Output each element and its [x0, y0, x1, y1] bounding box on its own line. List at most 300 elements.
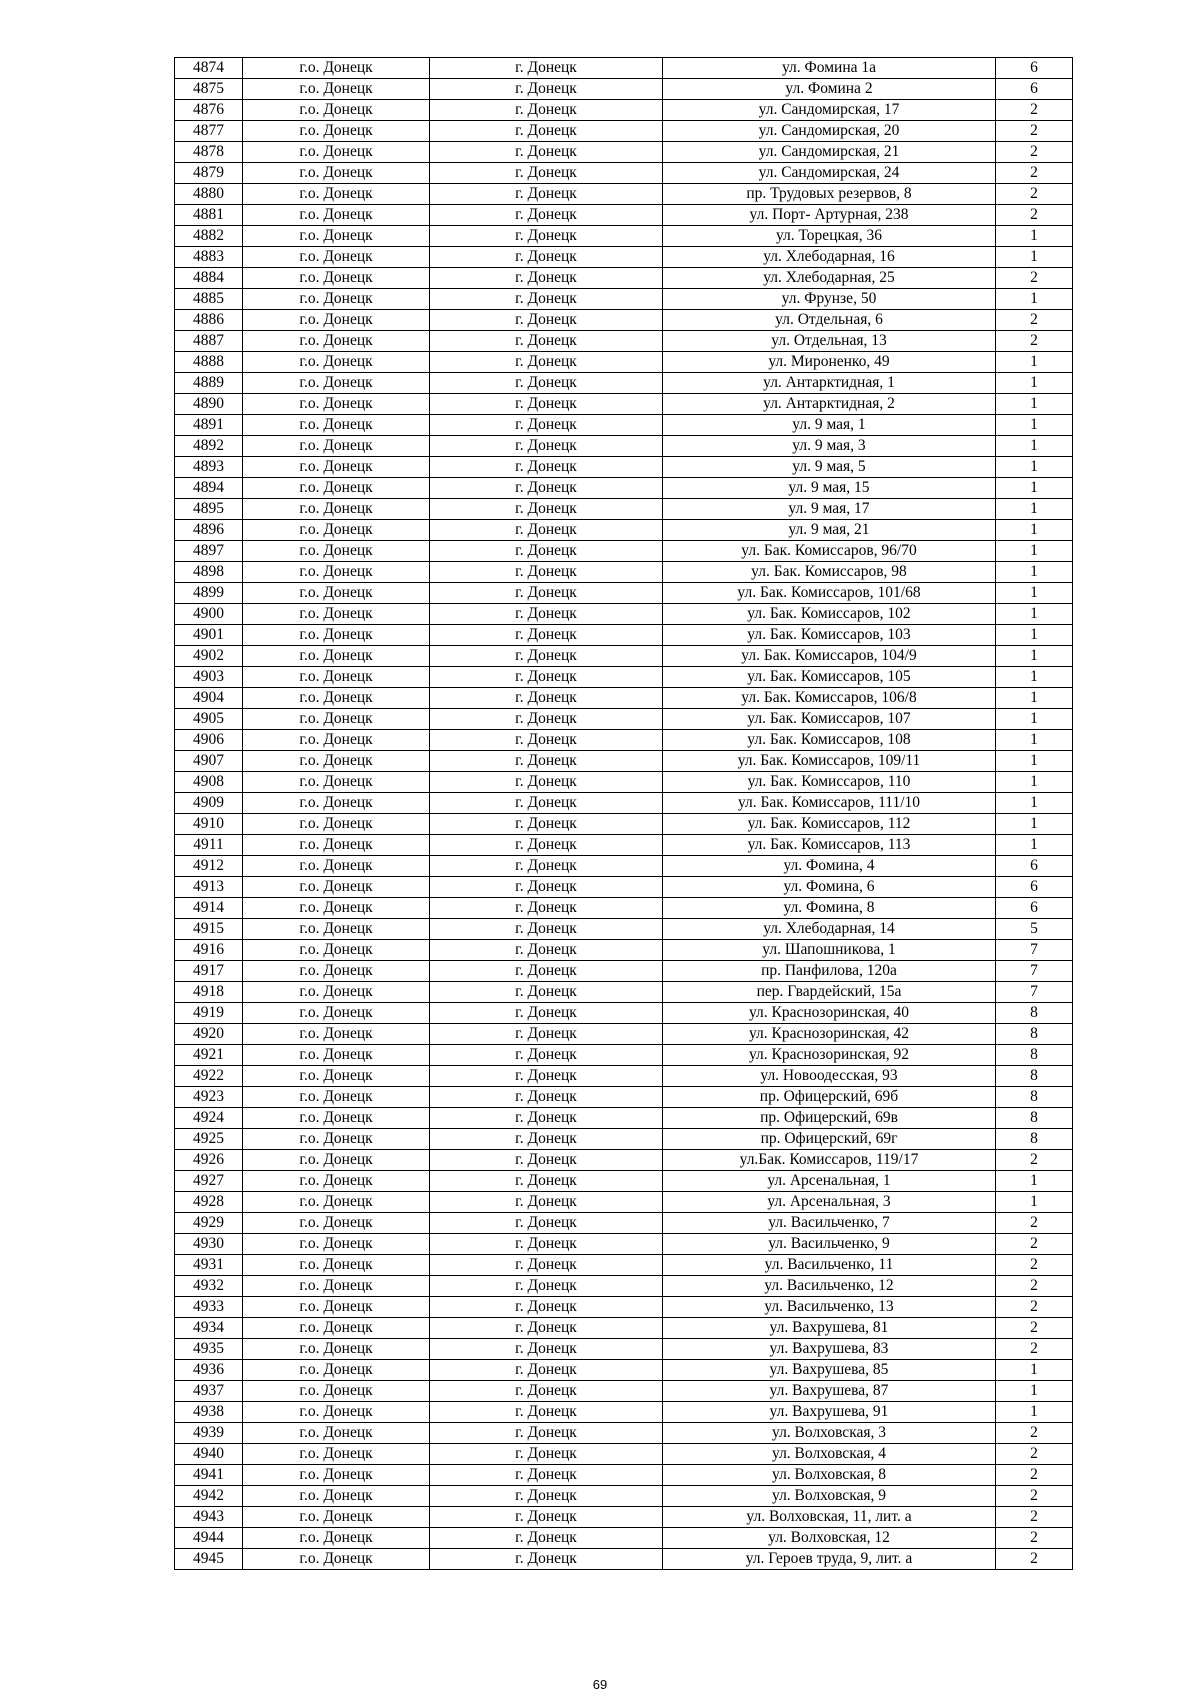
- row-number-cell: 4895: [175, 499, 243, 520]
- row-number-cell: 4884: [175, 268, 243, 289]
- district-cell: г.о. Донецк: [243, 163, 430, 184]
- city-cell: г. Донецк: [430, 1465, 663, 1486]
- district-cell: г.о. Донецк: [243, 1192, 430, 1213]
- city-cell: г. Донецк: [430, 982, 663, 1003]
- row-number-cell: 4898: [175, 562, 243, 583]
- row-number-cell: 4909: [175, 793, 243, 814]
- count-cell: 2: [996, 1507, 1073, 1528]
- table-row: [175, 1318, 1073, 1339]
- district-cell: г.о. Донецк: [243, 814, 430, 835]
- count-cell: 6: [996, 79, 1073, 100]
- table-row: [175, 646, 1073, 667]
- city-cell: г. Донецк: [430, 100, 663, 121]
- district-cell: г.о. Донецк: [243, 877, 430, 898]
- district-cell: г.о. Донецк: [243, 1255, 430, 1276]
- district-cell: г.о. Донецк: [243, 940, 430, 961]
- address-cell: ул. Бак. Комиссаров, 102: [663, 604, 996, 625]
- table-row: [175, 415, 1073, 436]
- table-row: [175, 562, 1073, 583]
- city-cell: г. Донецк: [430, 1150, 663, 1171]
- row-number-cell: 4935: [175, 1339, 243, 1360]
- city-cell: г. Донецк: [430, 688, 663, 709]
- row-number-cell: 4921: [175, 1045, 243, 1066]
- count-cell: 1: [996, 793, 1073, 814]
- count-cell: 6: [996, 856, 1073, 877]
- address-cell: ул. Порт- Артурная, 238: [663, 205, 996, 226]
- address-cell: ул. Бак. Комиссаров, 112: [663, 814, 996, 835]
- address-cell: ул. Героев труда, 9, лит. а: [663, 1549, 996, 1570]
- address-cell: ул. 9 мая, 15: [663, 478, 996, 499]
- city-cell: г. Донецк: [430, 79, 663, 100]
- district-cell: г.о. Донецк: [243, 646, 430, 667]
- city-cell: г. Донецк: [430, 205, 663, 226]
- city-cell: г. Донецк: [430, 877, 663, 898]
- table-row: [175, 1003, 1073, 1024]
- district-cell: г.о. Донецк: [243, 121, 430, 142]
- row-number-cell: 4908: [175, 772, 243, 793]
- count-cell: 2: [996, 1297, 1073, 1318]
- count-cell: 7: [996, 982, 1073, 1003]
- row-number-cell: 4918: [175, 982, 243, 1003]
- district-cell: г.о. Донецк: [243, 688, 430, 709]
- table-row: [175, 1486, 1073, 1507]
- table-row: [175, 1339, 1073, 1360]
- district-cell: г.о. Донецк: [243, 1381, 430, 1402]
- table-row: [175, 1108, 1073, 1129]
- city-cell: г. Донецк: [430, 1255, 663, 1276]
- table-row: [175, 247, 1073, 268]
- address-cell: ул. Васильченко, 9: [663, 1234, 996, 1255]
- row-number-cell: 4941: [175, 1465, 243, 1486]
- row-number-cell: 4876: [175, 100, 243, 121]
- address-cell: ул. Вахрушева, 85: [663, 1360, 996, 1381]
- table-row: [175, 457, 1073, 478]
- count-cell: 2: [996, 1549, 1073, 1570]
- count-cell: 1: [996, 835, 1073, 856]
- address-cell: ул. Краснозоринская, 42: [663, 1024, 996, 1045]
- district-cell: г.о. Донецк: [243, 856, 430, 877]
- table-row: [175, 520, 1073, 541]
- address-cell: ул. Бак. Комиссаров, 106/8: [663, 688, 996, 709]
- table-row: [175, 184, 1073, 205]
- row-number-cell: 4915: [175, 919, 243, 940]
- address-cell: ул. Бак. Комиссаров, 107: [663, 709, 996, 730]
- district-cell: г.о. Донецк: [243, 1129, 430, 1150]
- city-cell: г. Донецк: [430, 142, 663, 163]
- table-row: [175, 1423, 1073, 1444]
- row-number-cell: 4877: [175, 121, 243, 142]
- district-cell: г.о. Донецк: [243, 205, 430, 226]
- address-cell: ул. Фомина 1а: [663, 58, 996, 79]
- district-cell: г.о. Донецк: [243, 982, 430, 1003]
- table-row: [175, 1045, 1073, 1066]
- count-cell: 2: [996, 1150, 1073, 1171]
- district-cell: г.о. Донецк: [243, 142, 430, 163]
- city-cell: г. Донецк: [430, 709, 663, 730]
- row-number-cell: 4929: [175, 1213, 243, 1234]
- address-cell: ул. Арсенальная, 3: [663, 1192, 996, 1213]
- city-cell: г. Донецк: [430, 247, 663, 268]
- address-cell: ул. Фомина, 8: [663, 898, 996, 919]
- table-row: [175, 394, 1073, 415]
- district-cell: г.о. Донецк: [243, 79, 430, 100]
- city-cell: г. Донецк: [430, 856, 663, 877]
- row-number-cell: 4904: [175, 688, 243, 709]
- table-row: [175, 499, 1073, 520]
- count-cell: 6: [996, 877, 1073, 898]
- district-cell: г.о. Донецк: [243, 268, 430, 289]
- city-cell: г. Донецк: [430, 121, 663, 142]
- address-cell: ул. 9 мая, 1: [663, 415, 996, 436]
- city-cell: г. Донецк: [430, 793, 663, 814]
- address-cell: ул. Васильченко, 13: [663, 1297, 996, 1318]
- table-row: [175, 1549, 1073, 1570]
- address-cell: ул. Сандомирская, 21: [663, 142, 996, 163]
- table-row: [175, 310, 1073, 331]
- district-cell: г.о. Донецк: [243, 793, 430, 814]
- table-row: [175, 793, 1073, 814]
- row-number-cell: 4937: [175, 1381, 243, 1402]
- district-cell: г.о. Донецк: [243, 583, 430, 604]
- city-cell: г. Донецк: [430, 898, 663, 919]
- count-cell: 2: [996, 1528, 1073, 1549]
- address-cell: ул. Вахрушева, 81: [663, 1318, 996, 1339]
- city-cell: г. Донецк: [430, 1528, 663, 1549]
- district-cell: г.о. Донецк: [243, 394, 430, 415]
- city-cell: г. Донецк: [430, 772, 663, 793]
- address-cell: ул. Шапошникова, 1: [663, 940, 996, 961]
- address-cell: ул. Бак. Комиссаров, 113: [663, 835, 996, 856]
- address-cell: ул. Хлебодарная, 16: [663, 247, 996, 268]
- row-number-cell: 4912: [175, 856, 243, 877]
- district-cell: г.о. Донецк: [243, 1465, 430, 1486]
- city-cell: г. Донецк: [430, 604, 663, 625]
- row-number-cell: 4939: [175, 1423, 243, 1444]
- district-cell: г.о. Донецк: [243, 58, 430, 79]
- count-cell: 1: [996, 352, 1073, 373]
- district-cell: г.о. Донецк: [243, 1087, 430, 1108]
- row-number-cell: 4928: [175, 1192, 243, 1213]
- city-cell: г. Донецк: [430, 268, 663, 289]
- city-cell: г. Донецк: [430, 499, 663, 520]
- city-cell: г. Донецк: [430, 394, 663, 415]
- city-cell: г. Донецк: [430, 415, 663, 436]
- address-cell: ул. Васильченко, 7: [663, 1213, 996, 1234]
- address-cell: ул. Арсенальная, 1: [663, 1171, 996, 1192]
- count-cell: 1: [996, 1402, 1073, 1423]
- table-row: [175, 1507, 1073, 1528]
- count-cell: 2: [996, 1423, 1073, 1444]
- row-number-cell: 4911: [175, 835, 243, 856]
- city-cell: г. Донецк: [430, 184, 663, 205]
- city-cell: г. Донецк: [430, 919, 663, 940]
- district-cell: г.о. Донецк: [243, 898, 430, 919]
- district-cell: г.о. Донецк: [243, 1339, 430, 1360]
- count-cell: 1: [996, 1360, 1073, 1381]
- count-cell: 8: [996, 1024, 1073, 1045]
- district-cell: г.о. Донецк: [243, 1150, 430, 1171]
- address-cell: ул. Бак. Комиссаров, 104/9: [663, 646, 996, 667]
- city-cell: г. Донецк: [430, 520, 663, 541]
- count-cell: 1: [996, 814, 1073, 835]
- city-cell: г. Донецк: [430, 289, 663, 310]
- table-row: [175, 1150, 1073, 1171]
- row-number-cell: 4882: [175, 226, 243, 247]
- table-row: [175, 730, 1073, 751]
- row-number-cell: 4942: [175, 1486, 243, 1507]
- table-row: [175, 1129, 1073, 1150]
- row-number-cell: 4938: [175, 1402, 243, 1423]
- count-cell: 1: [996, 1192, 1073, 1213]
- table-row: [175, 1087, 1073, 1108]
- district-cell: г.о. Донецк: [243, 835, 430, 856]
- row-number-cell: 4930: [175, 1234, 243, 1255]
- row-number-cell: 4888: [175, 352, 243, 373]
- count-cell: 1: [996, 667, 1073, 688]
- table-row: [175, 289, 1073, 310]
- table-row: [175, 541, 1073, 562]
- table-row: [175, 1402, 1073, 1423]
- address-cell: ул. Бак. Комиссаров, 101/68: [663, 583, 996, 604]
- city-cell: г. Донецк: [430, 1213, 663, 1234]
- row-number-cell: 4940: [175, 1444, 243, 1465]
- district-cell: г.о. Донецк: [243, 667, 430, 688]
- table-row: [175, 478, 1073, 499]
- count-cell: 1: [996, 1381, 1073, 1402]
- count-cell: 2: [996, 1486, 1073, 1507]
- count-cell: 8: [996, 1129, 1073, 1150]
- count-cell: 1: [996, 226, 1073, 247]
- table-row: [175, 1276, 1073, 1297]
- table-row: [175, 1066, 1073, 1087]
- count-cell: 1: [996, 646, 1073, 667]
- table-row: [175, 604, 1073, 625]
- city-cell: г. Донецк: [430, 961, 663, 982]
- row-number-cell: 4878: [175, 142, 243, 163]
- table-row: [175, 961, 1073, 982]
- row-number-cell: 4880: [175, 184, 243, 205]
- count-cell: 1: [996, 457, 1073, 478]
- city-cell: г. Донецк: [430, 373, 663, 394]
- table-row: [175, 1381, 1073, 1402]
- row-number-cell: 4913: [175, 877, 243, 898]
- row-number-cell: 4903: [175, 667, 243, 688]
- table-row: [175, 79, 1073, 100]
- count-cell: 6: [996, 58, 1073, 79]
- row-number-cell: 4934: [175, 1318, 243, 1339]
- table-row: [175, 1465, 1073, 1486]
- table-row: [175, 205, 1073, 226]
- row-number-cell: 4920: [175, 1024, 243, 1045]
- address-cell: пер. Гвардейский, 15а: [663, 982, 996, 1003]
- district-cell: г.о. Донецк: [243, 331, 430, 352]
- address-cell: ул. Волховская, 12: [663, 1528, 996, 1549]
- address-cell: ул. 9 мая, 21: [663, 520, 996, 541]
- city-cell: г. Донецк: [430, 1339, 663, 1360]
- city-cell: г. Донецк: [430, 1234, 663, 1255]
- district-cell: г.о. Донецк: [243, 1003, 430, 1024]
- address-cell: ул. Фомина 2: [663, 79, 996, 100]
- table-row: [175, 226, 1073, 247]
- district-cell: г.о. Донецк: [243, 1297, 430, 1318]
- address-cell: ул. Бак. Комиссаров, 103: [663, 625, 996, 646]
- table-row: [175, 1528, 1073, 1549]
- table-row: [175, 58, 1073, 79]
- address-cell: ул. Вахрушева, 87: [663, 1381, 996, 1402]
- city-cell: г. Донецк: [430, 163, 663, 184]
- district-cell: г.о. Донецк: [243, 1360, 430, 1381]
- address-cell: ул. Волховская, 3: [663, 1423, 996, 1444]
- city-cell: г. Донецк: [430, 310, 663, 331]
- city-cell: г. Донецк: [430, 352, 663, 373]
- row-number-cell: 4944: [175, 1528, 243, 1549]
- count-cell: 1: [996, 373, 1073, 394]
- row-number-cell: 4886: [175, 310, 243, 331]
- count-cell: 8: [996, 1108, 1073, 1129]
- address-cell: ул. Бак. Комиссаров, 111/10: [663, 793, 996, 814]
- count-cell: 2: [996, 1276, 1073, 1297]
- count-cell: 1: [996, 541, 1073, 562]
- district-cell: г.о. Донецк: [243, 709, 430, 730]
- count-cell: 2: [996, 1213, 1073, 1234]
- row-number-cell: 4896: [175, 520, 243, 541]
- address-cell: ул. Бак. Комиссаров, 105: [663, 667, 996, 688]
- count-cell: 1: [996, 751, 1073, 772]
- district-cell: г.о. Донецк: [243, 1318, 430, 1339]
- table-row: [175, 898, 1073, 919]
- address-cell: ул. Торецкая, 36: [663, 226, 996, 247]
- district-cell: г.о. Донецк: [243, 1045, 430, 1066]
- district-cell: г.о. Донецк: [243, 1234, 430, 1255]
- count-cell: 1: [996, 709, 1073, 730]
- table-row: [175, 583, 1073, 604]
- city-cell: г. Донецк: [430, 1108, 663, 1129]
- district-cell: г.о. Донецк: [243, 772, 430, 793]
- city-cell: г. Донецк: [430, 1507, 663, 1528]
- district-cell: г.о. Донецк: [243, 184, 430, 205]
- row-number-cell: 4891: [175, 415, 243, 436]
- table-row: [175, 1234, 1073, 1255]
- table-row: [175, 1444, 1073, 1465]
- district-cell: г.о. Донецк: [243, 1486, 430, 1507]
- district-cell: г.о. Донецк: [243, 352, 430, 373]
- count-cell: 1: [996, 394, 1073, 415]
- district-cell: г.о. Донецк: [243, 541, 430, 562]
- table-row: [175, 1297, 1073, 1318]
- district-cell: г.о. Донецк: [243, 751, 430, 772]
- city-cell: г. Донецк: [430, 1003, 663, 1024]
- district-cell: г.о. Донецк: [243, 457, 430, 478]
- address-cell: ул.Бак. Комиссаров, 119/17: [663, 1150, 996, 1171]
- city-cell: г. Донецк: [430, 541, 663, 562]
- table-row: [175, 1192, 1073, 1213]
- row-number-cell: 4916: [175, 940, 243, 961]
- count-cell: 1: [996, 478, 1073, 499]
- row-number-cell: 4883: [175, 247, 243, 268]
- count-cell: 1: [996, 730, 1073, 751]
- city-cell: г. Донецк: [430, 58, 663, 79]
- table-row: [175, 625, 1073, 646]
- district-cell: г.о. Донецк: [243, 1213, 430, 1234]
- city-cell: г. Донецк: [430, 1171, 663, 1192]
- row-number-cell: 4905: [175, 709, 243, 730]
- row-number-cell: 4926: [175, 1150, 243, 1171]
- city-cell: г. Донецк: [430, 1087, 663, 1108]
- count-cell: 1: [996, 520, 1073, 541]
- table-row: [175, 352, 1073, 373]
- district-cell: г.о. Донецк: [243, 961, 430, 982]
- count-cell: 2: [996, 184, 1073, 205]
- address-table: [174, 57, 1073, 1570]
- address-cell: пр. Панфилова, 120а: [663, 961, 996, 982]
- row-number-cell: 4925: [175, 1129, 243, 1150]
- district-cell: г.о. Донецк: [243, 562, 430, 583]
- count-cell: 2: [996, 121, 1073, 142]
- city-cell: г. Донецк: [430, 1297, 663, 1318]
- row-number-cell: 4907: [175, 751, 243, 772]
- address-cell: ул. Фомина, 4: [663, 856, 996, 877]
- row-number-cell: 4943: [175, 1507, 243, 1528]
- count-cell: 8: [996, 1066, 1073, 1087]
- address-cell: ул. Фрунзе, 50: [663, 289, 996, 310]
- count-cell: 8: [996, 1087, 1073, 1108]
- count-cell: 2: [996, 1339, 1073, 1360]
- count-cell: 1: [996, 289, 1073, 310]
- table-row: [175, 163, 1073, 184]
- district-cell: г.о. Донецк: [243, 1423, 430, 1444]
- address-cell: ул. Васильченко, 11: [663, 1255, 996, 1276]
- table-row: [175, 1171, 1073, 1192]
- address-cell: ул. Антарктидная, 2: [663, 394, 996, 415]
- city-cell: г. Донецк: [430, 478, 663, 499]
- row-number-cell: 4924: [175, 1108, 243, 1129]
- city-cell: г. Донецк: [430, 1129, 663, 1150]
- row-number-cell: 4889: [175, 373, 243, 394]
- count-cell: 1: [996, 247, 1073, 268]
- city-cell: г. Донецк: [430, 667, 663, 688]
- count-cell: 1: [996, 1171, 1073, 1192]
- row-number-cell: 4931: [175, 1255, 243, 1276]
- address-cell: пр. Офицерский, 69б: [663, 1087, 996, 1108]
- district-cell: г.о. Донецк: [243, 310, 430, 331]
- city-cell: г. Донецк: [430, 1024, 663, 1045]
- count-cell: 2: [996, 1234, 1073, 1255]
- row-number-cell: 4906: [175, 730, 243, 751]
- count-cell: 2: [996, 331, 1073, 352]
- city-cell: г. Донецк: [430, 457, 663, 478]
- count-cell: 1: [996, 415, 1073, 436]
- address-cell: ул. Бак. Комиссаров, 109/11: [663, 751, 996, 772]
- count-cell: 5: [996, 919, 1073, 940]
- row-number-cell: 4885: [175, 289, 243, 310]
- city-cell: г. Донецк: [430, 1276, 663, 1297]
- city-cell: г. Донецк: [430, 835, 663, 856]
- row-number-cell: 4899: [175, 583, 243, 604]
- district-cell: г.о. Донецк: [243, 1024, 430, 1045]
- table-row: [175, 1213, 1073, 1234]
- count-cell: 6: [996, 898, 1073, 919]
- city-cell: г. Донецк: [430, 1549, 663, 1570]
- city-cell: г. Донецк: [430, 730, 663, 751]
- table-row: [175, 667, 1073, 688]
- row-number-cell: 4932: [175, 1276, 243, 1297]
- address-cell: ул. Отдельная, 13: [663, 331, 996, 352]
- table-row: [175, 814, 1073, 835]
- table-row: [175, 688, 1073, 709]
- address-cell: ул. Волховская, 11, лит. а: [663, 1507, 996, 1528]
- table-row: [175, 856, 1073, 877]
- row-number-cell: 4874: [175, 58, 243, 79]
